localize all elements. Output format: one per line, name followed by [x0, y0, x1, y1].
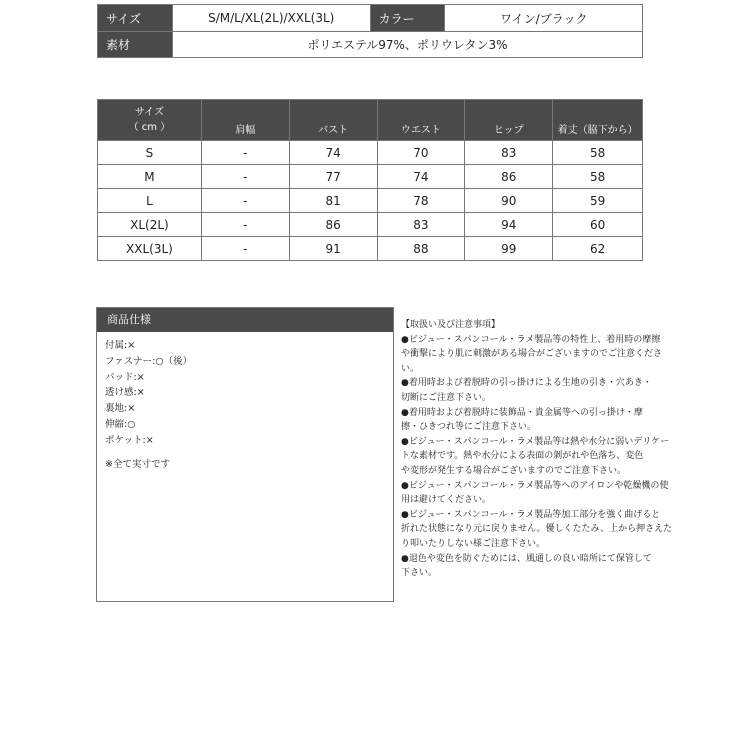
- caution-line: ●着用時および着脱時に装飾品・貴金属等への引っ掛け・摩: [401, 407, 643, 418]
- spec-item: 伸縮:○: [105, 418, 136, 430]
- caution-line: い。: [401, 363, 420, 374]
- size-cell: XXL(3L): [98, 237, 202, 261]
- length-cell: 62: [553, 237, 643, 261]
- caution-line: ●着用時および着脱時の引っ掛けによる生地の引き・穴あき・: [401, 378, 652, 389]
- size-cell: XL(2L): [98, 213, 202, 237]
- measurement-note: ※全て実寸です: [105, 458, 170, 470]
- size-cell: S: [98, 141, 202, 165]
- caution-line: 【取扱い及び注意事項】: [401, 320, 501, 330]
- bust-cell: 77: [289, 165, 377, 189]
- caution-line: や変形が発生する場合がございますのでご注意下さい。: [401, 465, 627, 476]
- length-cell: 58: [553, 165, 643, 189]
- caution-line: ●ビジュー・スパンコール・ラメ製品等へのアイロンや乾燥機の使: [401, 480, 669, 491]
- color-value: ワイン/ブラック: [445, 5, 643, 32]
- color-label: カラー: [370, 5, 445, 32]
- length-cell: 58: [553, 141, 643, 165]
- shoulder-cell: -: [201, 213, 289, 237]
- caution-line: ●ビジュー・スパンコール・ラメ製品等加工部分を強く曲げると: [401, 509, 661, 520]
- shoulder-cell: -: [201, 141, 289, 165]
- caution-line: 切断にご注意下さい。: [401, 392, 492, 403]
- bust-cell: 91: [289, 237, 377, 261]
- care-instructions: [401, 318, 673, 581]
- spec-item: 裏地:×: [105, 403, 136, 415]
- size-value: S/M/L/XL(2L)/XXL(3L): [172, 5, 370, 32]
- caution-line: ●退色や変色を防ぐためには、風通しの良い暗所にて保管して: [401, 553, 652, 564]
- bust-cell: 81: [289, 189, 377, 213]
- caution-line: 擦・ひきつれ等にご注意下さい。: [401, 422, 537, 433]
- spec-item: 付属:×: [105, 340, 136, 351]
- spec-item: パッド:×: [105, 371, 145, 383]
- hip-cell: 83: [465, 141, 553, 165]
- caution-line: ●ビジュー・スパンコール・ラメ製品等は熱や水分に弱いデリケー: [401, 436, 670, 447]
- caution-line: トな素材です。熱や水分による表面の剝がれや色落ち、変色: [401, 451, 644, 462]
- shoulder-cell: -: [201, 237, 289, 261]
- caution-line: 折れた状態になり元に戻りません。優しくたたみ、上から押さえた: [401, 524, 673, 535]
- product-spec-box: [96, 307, 394, 602]
- hip-cell: 90: [465, 189, 553, 213]
- size-cell: M: [98, 165, 202, 189]
- spec-item: ポケット:×: [105, 434, 154, 446]
- waist-cell: 74: [377, 165, 465, 189]
- spec-title: 商品仕様: [97, 308, 393, 332]
- size-cell: L: [98, 189, 202, 213]
- length-header: 着丈（脇下から）: [553, 100, 643, 141]
- table-row: [98, 141, 643, 165]
- shoulder-cell: -: [201, 165, 289, 189]
- waist-header: ウエスト: [377, 100, 465, 141]
- material-label: 素材: [98, 32, 173, 58]
- spec-item: ファスナー:○（後）: [105, 355, 193, 367]
- caution-line: 下さい。: [401, 568, 438, 579]
- shoulder-header: 肩幅: [201, 100, 289, 141]
- table-row: [98, 213, 643, 237]
- hip-cell: 99: [465, 237, 553, 261]
- bust-cell: 86: [289, 213, 377, 237]
- spec-list: [97, 332, 393, 472]
- caution-line: 用は避けてください。: [401, 495, 492, 506]
- waist-cell: 78: [377, 189, 465, 213]
- hip-cell: 94: [465, 213, 553, 237]
- table-row: [98, 165, 643, 189]
- hip-cell: 86: [465, 165, 553, 189]
- length-cell: 60: [553, 213, 643, 237]
- length-cell: 59: [553, 189, 643, 213]
- material-value: ポリエステル97%、ポリウレタン3%: [172, 32, 642, 58]
- hip-header: ヒップ: [465, 100, 553, 141]
- waist-cell: 83: [377, 213, 465, 237]
- caution-line: ●ビジュー・スパンコール・ラメ製品等の特性上、着用時の摩擦: [401, 334, 661, 345]
- size-header: サイズ （ cm ）: [98, 100, 202, 141]
- caution-line: り叩いたりしない様ご注意下さい。: [401, 538, 546, 549]
- caution-line: や衝撃により肌に刺激がある場合がございますのでご注意くださ: [401, 349, 663, 360]
- table-row: [98, 237, 643, 261]
- spec-item: 透け感:×: [105, 387, 145, 399]
- product-info-table: [97, 4, 643, 58]
- bust-header: バスト: [289, 100, 377, 141]
- waist-cell: 70: [377, 141, 465, 165]
- waist-cell: 88: [377, 237, 465, 261]
- shoulder-cell: -: [201, 189, 289, 213]
- size-label: サイズ: [98, 5, 173, 32]
- bust-cell: 74: [289, 141, 377, 165]
- size-chart-table: [97, 99, 643, 261]
- table-row: [98, 189, 643, 213]
